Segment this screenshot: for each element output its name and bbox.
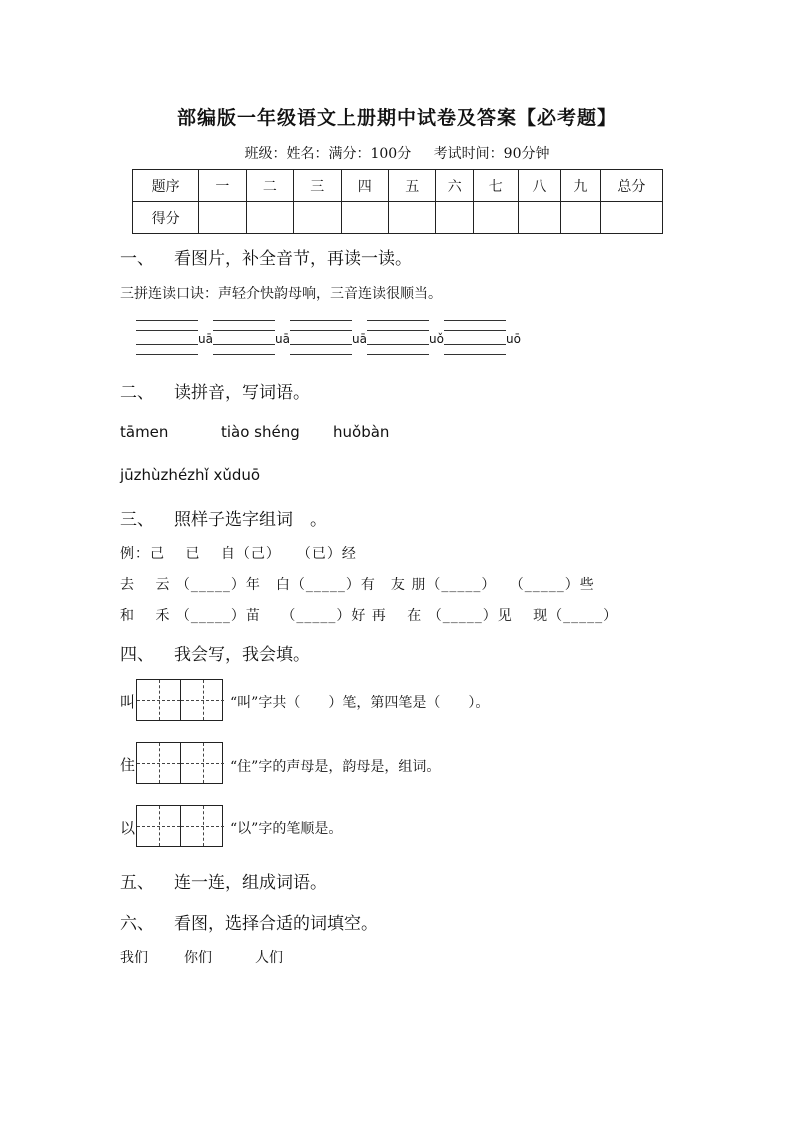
practice-character: 住 [120,756,136,774]
class-name-score-info: 班级：姓名：满分：100分 [244,146,412,162]
word-choice-row[interactable]: 和 禾 （_____）苗 （_____）好 再 在 （_____）见 现（_____） [120,608,619,624]
score-header-cell: 总分 [600,170,662,202]
score-cell[interactable] [561,202,601,234]
question-text: “以”字的笔顺是。 [230,821,343,837]
score-header-cell: 八 [518,170,561,202]
tian-zi-grid[interactable] [136,679,223,721]
score-header-cell: 一 [199,170,246,202]
syllable-final: uā [275,332,290,346]
score-cell[interactable] [474,202,519,234]
tian-zi-grid[interactable] [136,742,223,784]
exam-info [0,143,794,163]
pinyin-word: tāmen [120,423,169,441]
syllable-final: uǒ [429,332,444,346]
score-cell[interactable] [199,202,246,234]
section-1-tip: 三拼连读口诀：声轻介快韵母响，三音连读很顺当。 [120,286,442,302]
word-option: 我们 [120,950,148,966]
score-header-cell: 三 [294,170,341,202]
score-header-cell: 九 [561,170,601,202]
score-cell[interactable] [341,202,388,234]
pinyin-word: jūzhùzhézhǐ xǔduō [120,466,261,484]
score-header-cell: 五 [388,170,435,202]
section-5-heading: 五、 连一连，组成词语。 [120,873,327,893]
score-table-score-row [133,202,663,234]
score-cell[interactable] [294,202,341,234]
syllable-final: uā [352,332,367,346]
question-text: “叫”字共（ ）笔，第四笔是（ ）。 [230,695,490,711]
section-6-heading: 六、 看图，选择合适的词填空。 [120,914,378,934]
question-text: “住”字的声母是，韵母是，组词。 [230,759,441,775]
score-table-header-row [133,170,663,202]
word-options [120,947,283,967]
exam-time: 考试时间：90分钟 [433,146,550,162]
word-option: 人们 [255,950,283,966]
section-4-heading: 四、 我会写，我会填。 [120,645,310,665]
score-header-cell: 七 [474,170,519,202]
score-row-label: 得分 [133,202,199,234]
word-option: 你们 [184,950,212,966]
tian-zi-grid[interactable] [136,805,223,847]
syllable-final: uā [198,332,213,346]
example-line: 例：己 已 自（己） （已）经 [120,546,357,562]
score-header-cell: 二 [246,170,293,202]
score-cell[interactable] [600,202,662,234]
syllable-final: uō [506,332,521,346]
score-header-cell: 题序 [133,170,199,202]
pinyin-word: huǒbàn [333,423,390,441]
practice-character: 叫 [120,693,136,711]
score-cell[interactable] [246,202,293,234]
pinyin-word: tiào shéng [221,423,300,441]
section-2-heading: 二、 读拼音，写词语。 [120,383,310,403]
score-cell[interactable] [518,202,561,234]
score-cell[interactable] [436,202,474,234]
page-title: 部编版一年级语文上册期中试卷及答案【必考题】 [176,107,617,129]
score-cell[interactable] [388,202,435,234]
score-table [132,169,663,234]
section-3-heading: 三、 照样子选字组词 。 [120,510,327,530]
score-header-cell: 四 [341,170,388,202]
word-choice-row[interactable]: 去 云 （_____）年 白（_____）有 友 朋（_____） （_____）些 [120,577,595,593]
score-header-cell: 六 [436,170,474,202]
section-1-heading: 一、 看图片，补全音节，再读一读。 [120,249,412,269]
practice-character: 以 [120,819,136,837]
